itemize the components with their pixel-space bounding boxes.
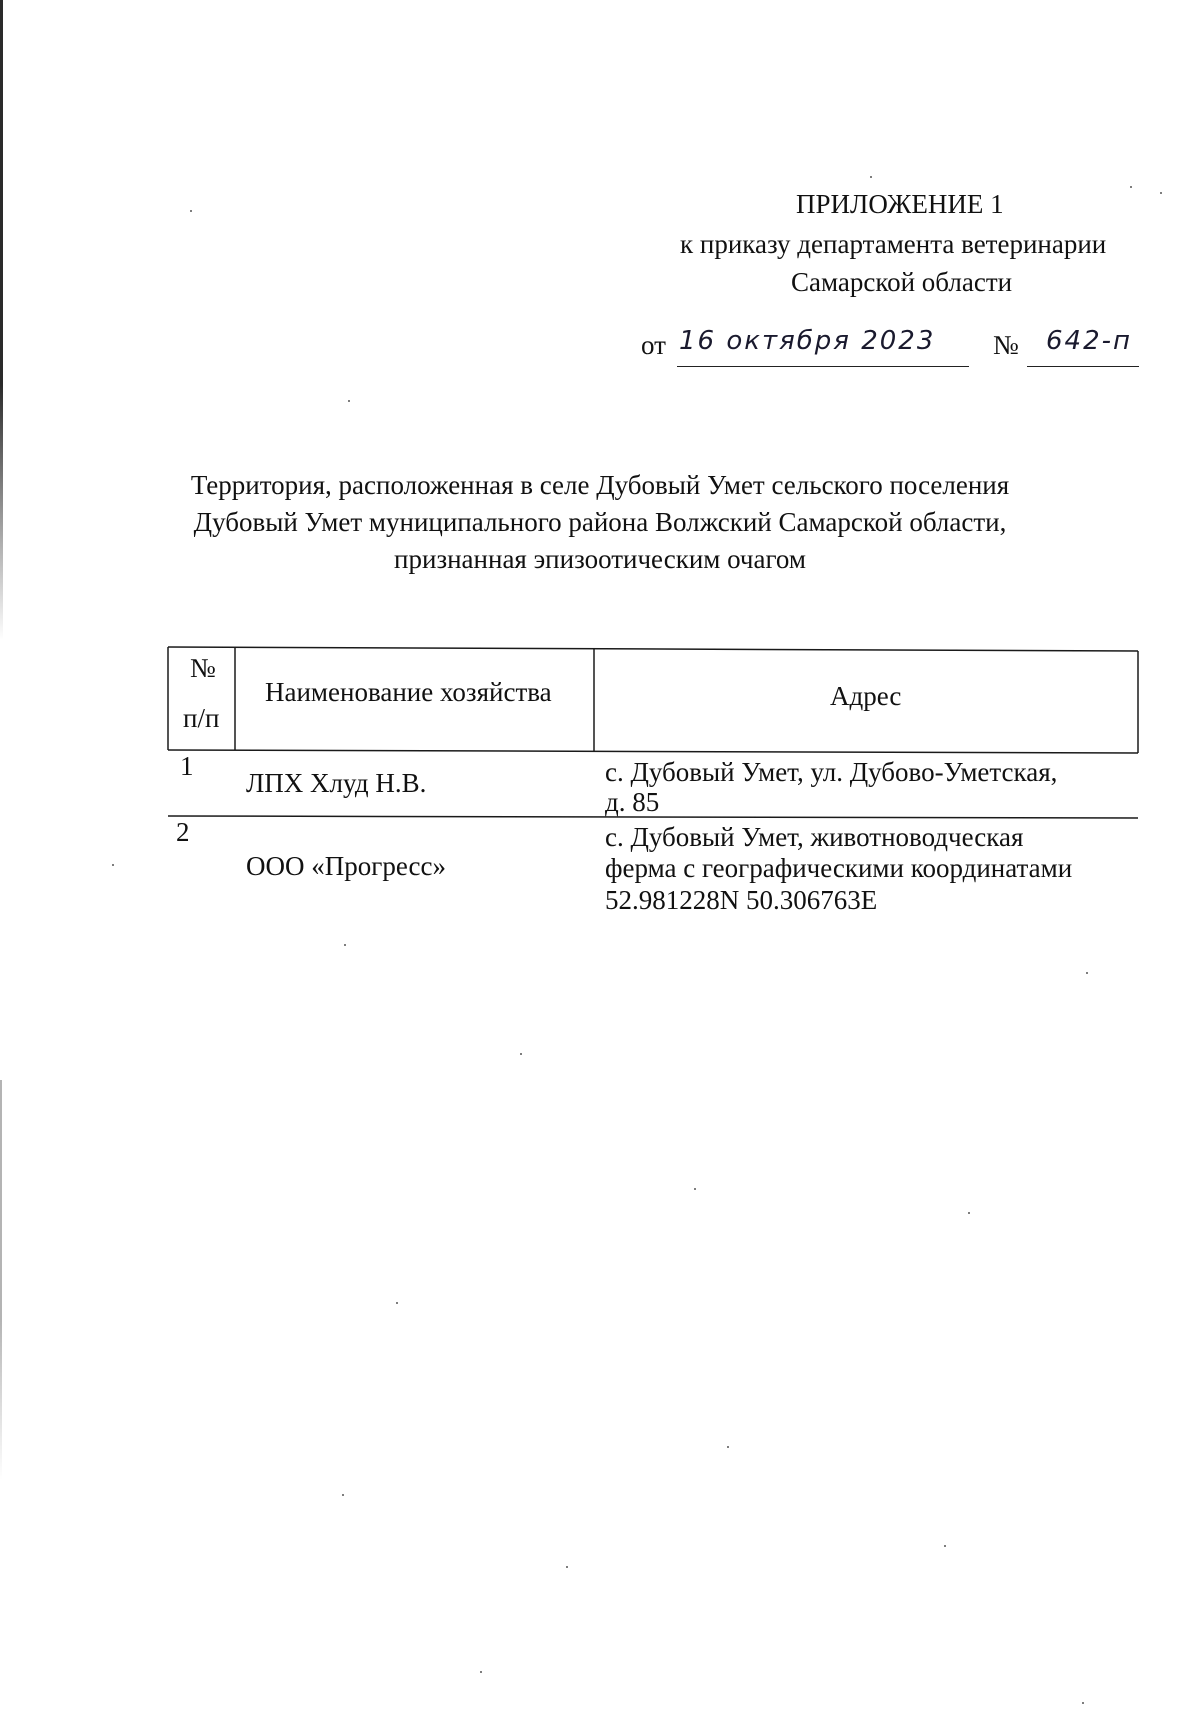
speck	[342, 1494, 344, 1496]
speck	[566, 1566, 568, 1568]
speck	[190, 210, 192, 212]
speck	[870, 176, 872, 178]
speck	[694, 1188, 696, 1190]
title-line-2: Дубовый Умет муниципального района Волжский Самарской области,	[193, 507, 1007, 537]
row-address-line: ферма с географическими координатами	[605, 853, 1073, 883]
title-line-1: Территория, расположенная в селе Дубовый Умет сельского поселения	[190, 470, 1010, 500]
row-address-line: д. 85	[605, 787, 660, 817]
header-bottom-border	[168, 750, 1138, 753]
date-underline	[677, 366, 969, 367]
scan-left-edge-lower	[0, 1080, 2, 1480]
speck	[344, 944, 346, 946]
row-number: 1	[180, 751, 194, 781]
header-number-abbrev: п/п	[183, 703, 220, 733]
table-top-border	[168, 647, 1138, 651]
order-number-label: №	[993, 330, 1019, 360]
speck	[112, 864, 114, 866]
number-underline	[1027, 366, 1139, 367]
order-number-handwritten: 642-п	[1046, 326, 1133, 356]
order-date-handwritten: 16 октября 2023	[679, 326, 936, 356]
speck	[520, 1053, 522, 1055]
order-reference	[641, 326, 1181, 370]
row-farm-name: ЛПХ Хлуд Н.В.	[246, 768, 427, 798]
scan-left-edge	[0, 0, 3, 640]
annex-region-line: Самарской области	[791, 267, 1013, 297]
speck	[348, 400, 350, 402]
order-from-label: от	[641, 330, 666, 360]
document-title	[180, 467, 1020, 578]
title-line-3: признанная эпизоотическим очагом	[394, 544, 806, 574]
row-address-line: с. Дубовый Умет, ул. Дубово-Уметская,	[605, 757, 1058, 787]
speck	[727, 1446, 729, 1448]
speck	[480, 1671, 482, 1673]
annex-title: ПРИЛОЖЕНИЕ 1	[796, 189, 1004, 219]
header-number-symbol: №	[190, 653, 216, 683]
speck	[1160, 192, 1162, 194]
speck	[944, 1545, 946, 1547]
header-address: Адрес	[830, 681, 902, 711]
row-address-line: с. Дубовый Умет, животноводческая	[605, 822, 1024, 852]
header-farm-name: Наименование хозяйства	[265, 677, 552, 707]
speck	[1130, 186, 1132, 188]
speck	[1082, 1702, 1084, 1704]
speck	[396, 1302, 398, 1304]
row-number: 2	[176, 817, 190, 847]
row-address-line: 52.981228N 50.306763E	[605, 885, 878, 915]
speck	[968, 1212, 970, 1214]
annex-reference-line: к приказу департамента ветеринарии	[680, 229, 1107, 259]
speck	[1086, 972, 1088, 974]
row-farm-name: ООО «Прогресс»	[246, 851, 446, 881]
